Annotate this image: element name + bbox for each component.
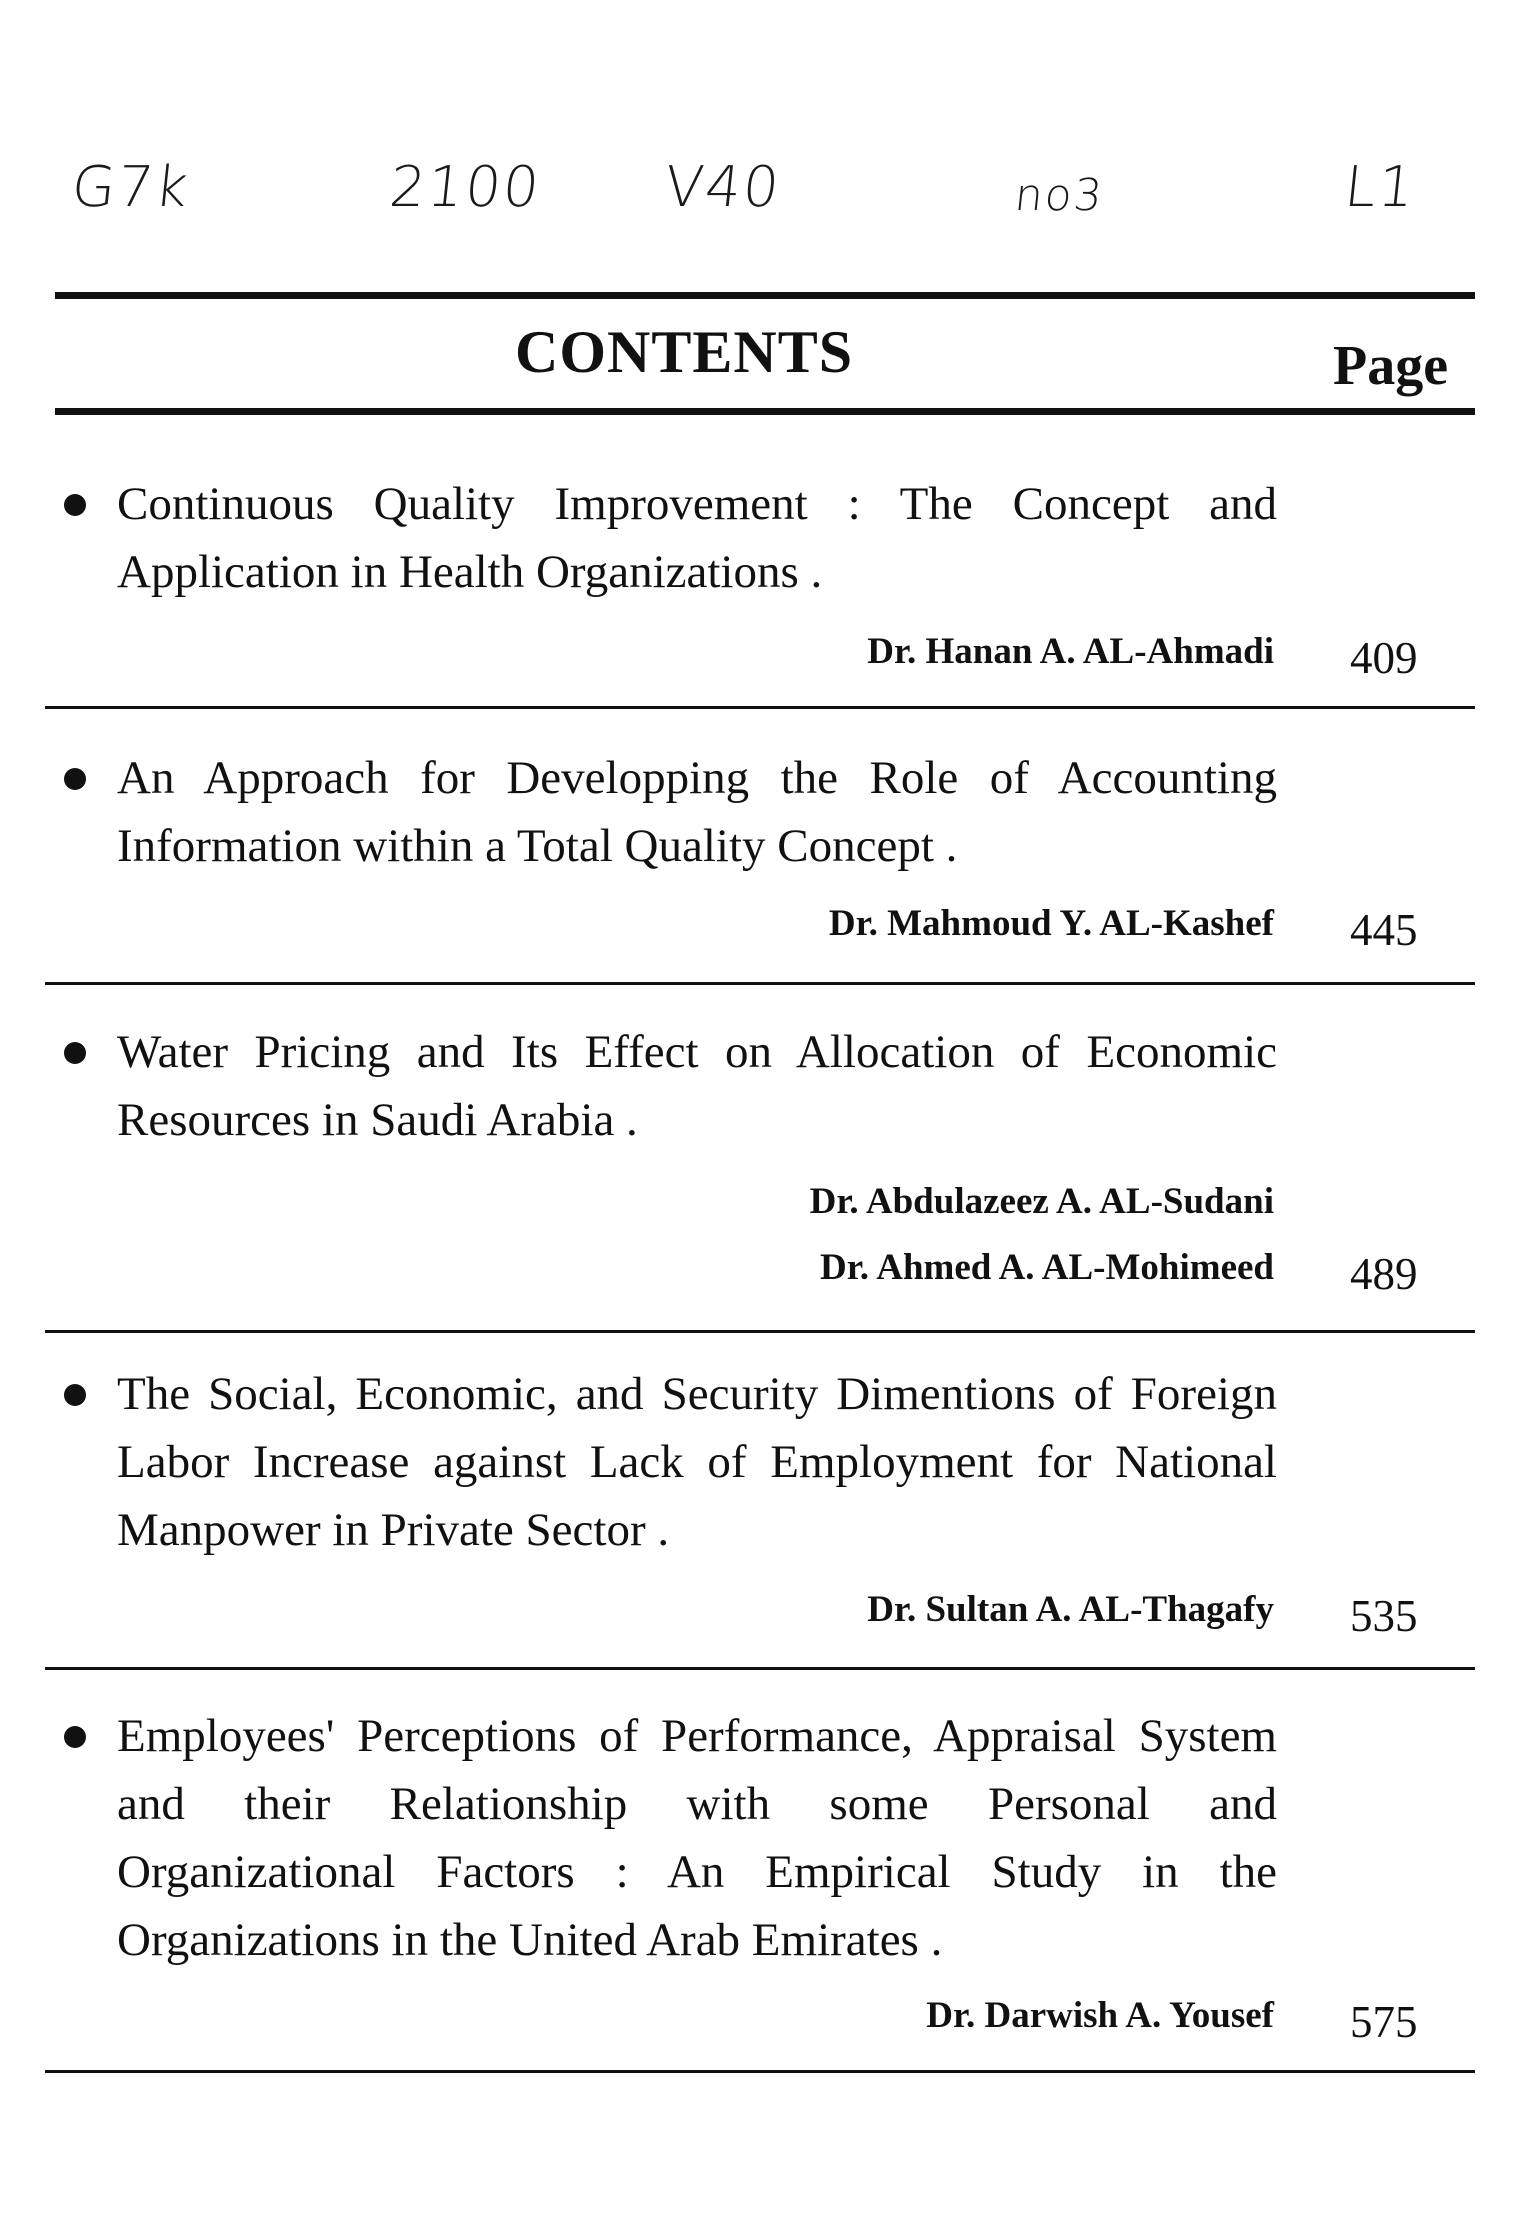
handwritten-note: L1 bbox=[1341, 155, 1420, 220]
entry-divider bbox=[45, 982, 1475, 985]
handwritten-note: G7k bbox=[68, 155, 193, 220]
entry-divider bbox=[45, 706, 1475, 709]
entry-page-number: 445 bbox=[1350, 905, 1418, 955]
entry-author: Dr. Hanan A. AL-Ahmadi bbox=[867, 631, 1274, 672]
header-top-rule bbox=[55, 292, 1475, 299]
bullet-icon bbox=[64, 1726, 86, 1748]
entry-author: Dr. Sultan A. AL-Thagafy bbox=[867, 1589, 1274, 1630]
contents-heading: CONTENTS bbox=[515, 319, 854, 385]
entry-title: Employees' Perceptions of Performance, Appraisal System and their Relationship with some Personal and Organizational Factors : An Empirical Study in the Organizations in the United Arab Emirates . bbox=[117, 1710, 1277, 1966]
handwritten-note: 2100 bbox=[386, 155, 544, 220]
bullet-icon bbox=[64, 494, 86, 516]
bullet-icon bbox=[64, 1042, 86, 1064]
bullet-icon bbox=[64, 1384, 86, 1406]
entry-title: An Approach for Developping the Role of Accounting Information within a Total Quality Concept . bbox=[117, 752, 1277, 872]
entry-page-number: 535 bbox=[1350, 1591, 1418, 1641]
entry-page-number: 575 bbox=[1350, 1997, 1418, 2047]
entry-title: Continuous Quality Improvement : The Concept and Application in Health Organizations . bbox=[117, 478, 1277, 598]
entry-author: Dr. Abdulazeez A. AL-Sudani bbox=[809, 1181, 1274, 1222]
handwritten-note: V40 bbox=[661, 155, 784, 220]
handwritten-note: no3 bbox=[1012, 170, 1107, 221]
bullet-icon bbox=[64, 768, 86, 790]
entry-divider bbox=[45, 1667, 1475, 1670]
entry-author: Dr. Mahmoud Y. AL-Kashef bbox=[828, 903, 1274, 944]
entry-divider bbox=[45, 1330, 1475, 1333]
page-column-label: Page bbox=[1333, 335, 1449, 397]
entry-page-number: 409 bbox=[1350, 633, 1418, 683]
entry-page-number: 489 bbox=[1350, 1249, 1418, 1299]
header-bottom-rule bbox=[55, 408, 1475, 415]
entry-title: Water Pricing and Its Effect on Allocation of Economic Resources in Saudi Arabia . bbox=[117, 1026, 1277, 1146]
entry-author: Dr. Darwish A. Yousef bbox=[926, 1995, 1274, 2036]
entry-author: Dr. Ahmed A. AL-Mohimeed bbox=[820, 1247, 1274, 1288]
entry-divider bbox=[45, 2070, 1475, 2073]
entry-title: The Social, Economic, and Security Dimentions of Foreign Labor Increase against Lack of Employment for National Manpower in Private Sector . bbox=[117, 1368, 1277, 1556]
